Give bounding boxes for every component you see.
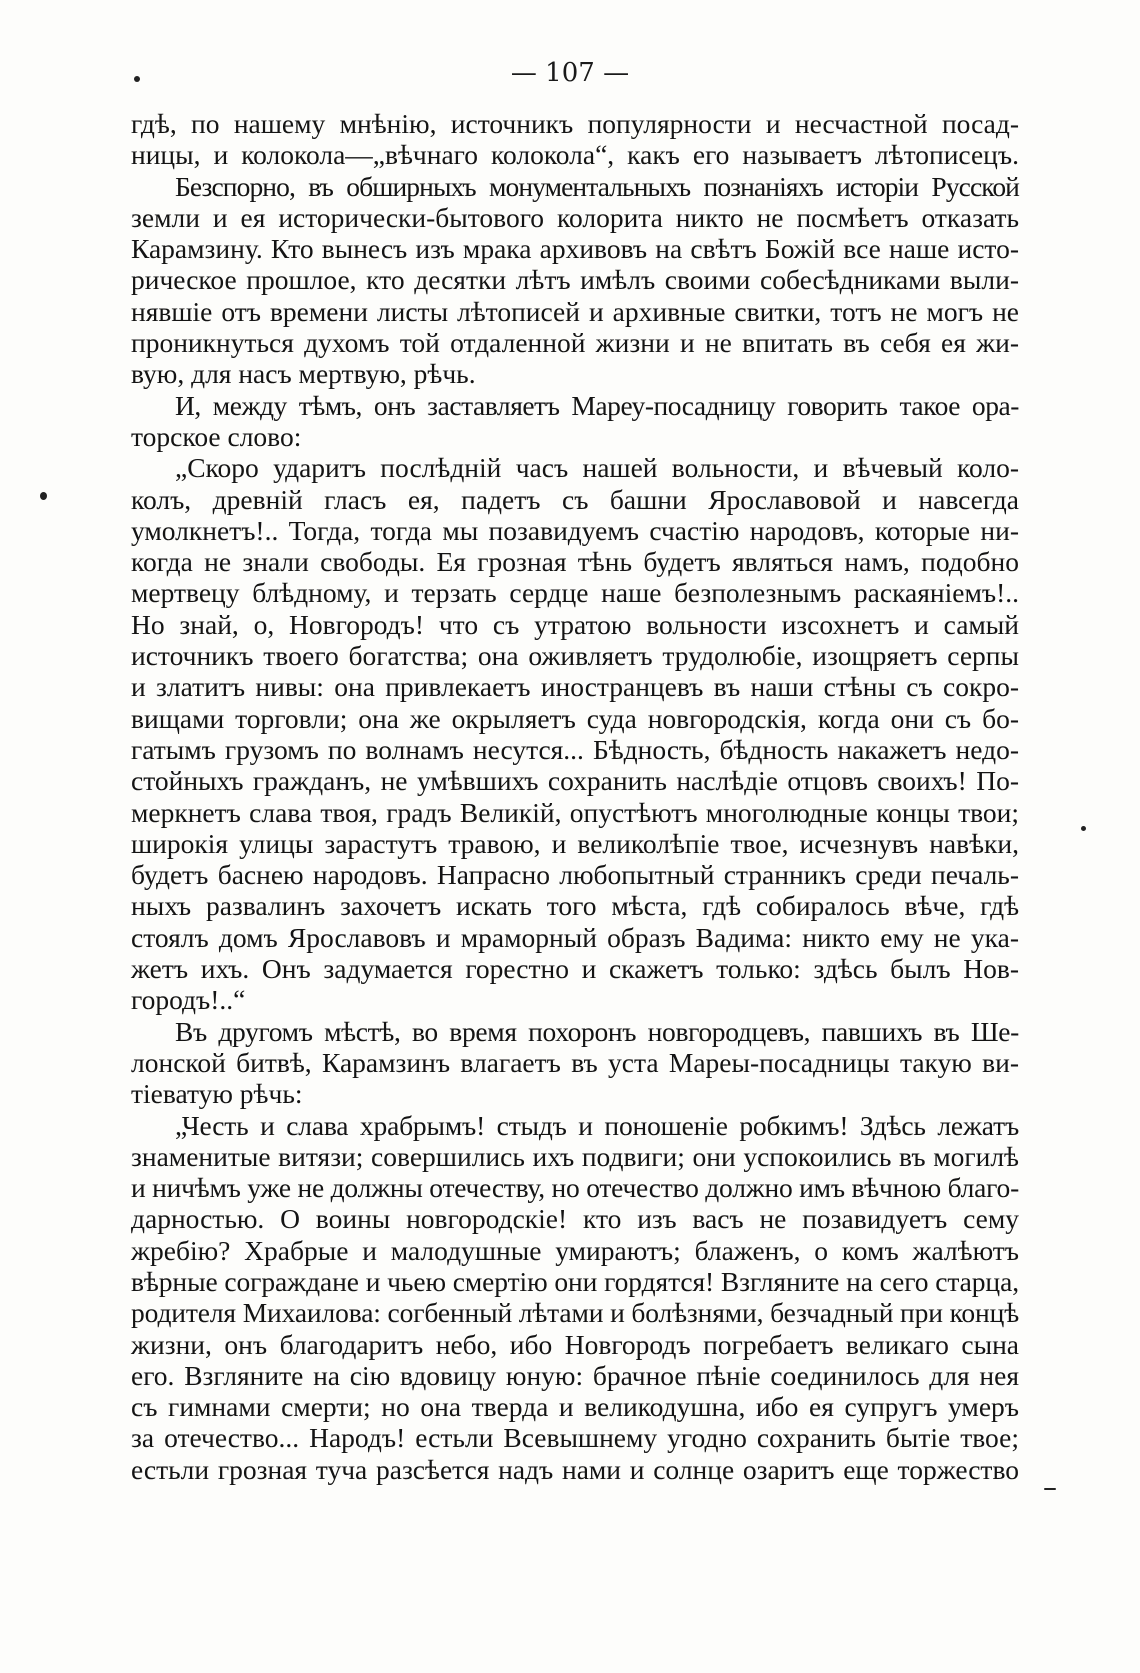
text-line: будетъ баснею народовъ. Напрасно любопытный странникъ среди печаль- (131, 859, 1019, 891)
text-line: „Честь и слава храбрымъ! стыдъ и поношеніе робкимъ! Здѣсь лежатъ (175, 1109, 1019, 1141)
text-line: колъ, древній гласъ ея, падетъ съ башни Ярославовой и навсегда (131, 483, 1019, 515)
text-line: родителя Михаилова: согбенный лѣтами и болѣзнями, безчадный при концѣ (131, 1297, 1019, 1329)
text-line: жребію? Храбрые и малодушные умираютъ; блаженъ, о комъ жалѣютъ (131, 1234, 1019, 1266)
text-line: стойныхъ гражданъ, не умѣвшихъ сохранить наслѣдіе отцовъ своихъ! По- (131, 765, 1019, 797)
body-text (131, 108, 1019, 1485)
text-line: И, между тѣмъ, онъ заставляетъ Мареу-посадницу говорить такое ора- (175, 389, 1019, 421)
text-line: стоялъ домъ Ярославовъ и мраморный образъ Вадима: никто ему не ука- (131, 921, 1019, 953)
text-line: умолкнетъ!.. Тогда, тогда мы позавидуемъ счастію народовъ, которые ни- (131, 514, 1019, 546)
text-line: земли и ея исторически-бытового колорита никто не посмѣетъ отказать (131, 201, 1019, 233)
text-line: и ничѣмъ уже не должны отечеству, но отечество должно имъ вѣчною благо- (131, 1172, 1019, 1204)
ink-speck (1044, 1488, 1056, 1490)
text-line: съ гимнами смерти; но она тверда и великодушна, ибо ея супругъ умеръ (131, 1391, 1019, 1423)
text-line: меркнетъ слава твоя, градъ Великій, опустѣютъ многолюдные концы твои; (131, 796, 1019, 828)
text-line: Безспорно, въ обширныхъ монументальныхъ познаніяхъ исторіи Русской (175, 170, 1019, 202)
text-line: за отечество... Народъ! естьли Всевышнему угодно сохранить бытіе твое; (131, 1422, 1019, 1454)
ink-speck (40, 492, 47, 500)
text-line: тіеватую рѣчь: (131, 1078, 303, 1110)
text-line: Карамзину. Кто вынесъ изъ мрака архивовъ на свѣтъ Божій все наше исто- (131, 233, 1019, 265)
text-line: и златитъ нивы: она привлекаетъ иностранцевъ въ наши стѣны съ сокро- (131, 671, 1019, 703)
text-line: источникъ твоего богатства; она оживляетъ трудолюбіе, изощряетъ серпы (131, 640, 1019, 672)
text-line: дарностью. О воины новгородскіе! кто изъ васъ не позавидуетъ сему (131, 1203, 1019, 1235)
text-line: вѣрные сограждане и чьею смертію они гордятся! Взгляните на сего старца, (131, 1265, 1019, 1297)
text-line: вую, для насъ мертвую, рѣчь. (131, 358, 476, 390)
text-line: рическое прошлое, кто десятки лѣтъ имѣлъ своими собесѣдниками выли- (131, 264, 1019, 296)
text-line: естьли грозная туча разсѣется надъ нами и солнце озаритъ еще торжество (131, 1453, 1019, 1485)
text-line: ныхъ развалинъ захочетъ искать того мѣста, гдѣ собиралось вѣче, гдѣ (131, 890, 1019, 922)
text-line: лонской битвѣ, Карамзинъ влагаетъ въ уста Мареы-посадницы такую ви- (131, 1046, 1019, 1078)
page-number: — 107 — (510, 58, 630, 88)
text-line: его. Взгляните на сію вдовицу юную: брачное пѣніе соединилось для нея (131, 1359, 1019, 1391)
ink-speck (1081, 826, 1086, 831)
text-line: проникнуться духомъ той отдаленной жизни и не впитать въ себя ея жи- (131, 327, 1019, 359)
text-line: жетъ ихъ. Онъ задумается горестно и скажетъ только: здѣсь былъ Нов- (131, 953, 1019, 985)
text-line: „Скоро ударитъ послѣдній часъ нашей вольности, и вѣчевый коло- (175, 452, 1019, 484)
text-line: нявшіе отъ времени листы лѣтописей и архивные свитки, тотъ не могъ не (131, 295, 1019, 327)
text-line: Въ другомъ мѣстѣ, во время похоронъ новгородцевъ, павшихъ въ Ше- (175, 1015, 1019, 1047)
text-line: торское слово: (131, 420, 302, 452)
ink-speck (134, 76, 140, 82)
text-line: гатымъ грузомъ по волнамъ несутся... Бѣдность, бѣдность накажетъ недо- (131, 733, 1019, 765)
text-line: мертвецу блѣдному, и терзать сердце наше безполезнымъ раскаяніемъ!.. (131, 577, 1019, 609)
text-line: ницы, и колокола—„вѣчнаго колокола“, какъ его называетъ лѣтописецъ. (131, 139, 1019, 171)
text-line: вищами торговли; она же окрыляетъ суда новгородскія, когда они съ бо- (131, 702, 1019, 734)
text-line: когда не знали свободы. Ея грозная тѣнь будетъ являться намъ, подобно (131, 546, 1019, 578)
text-line: Но знай, о, Новгородъ! что съ утратою вольности изсохнетъ и самый (131, 608, 1019, 640)
text-line: городъ!..“ (131, 984, 246, 1016)
text-line: жизни, онъ благодаритъ небо, ибо Новгородъ погребаетъ великаго сына (131, 1328, 1019, 1360)
text-line: гдѣ, по нашему мнѣнію, источникъ популярности и несчастной посад- (131, 108, 1019, 139)
text-line: знаменитые витязи; совершились ихъ подвиги; они успокоились въ могилѣ (131, 1140, 1019, 1172)
text-line: широкія улицы зарастутъ травою, и великолѣпіе твое, исчезнувъ навѣки, (131, 827, 1019, 859)
